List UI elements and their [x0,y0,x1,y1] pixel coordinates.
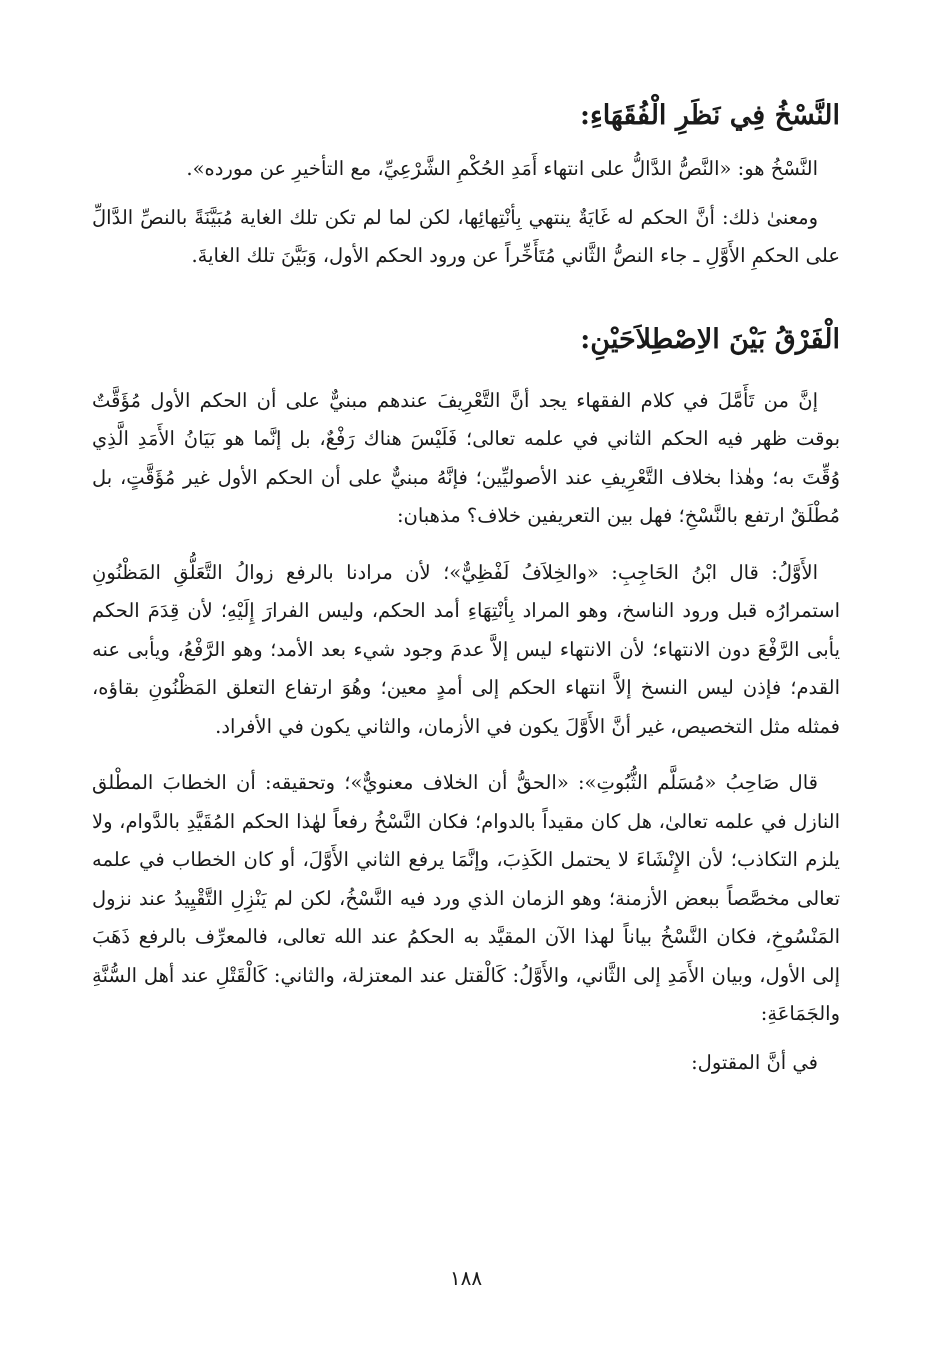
paragraph-second-view: قال صَاحِبُ «مُسَلَّم الثُّبُوتِ»: «الحقُّ أن الخلاف معنويٌّ»؛ وتحقيقه: أن الخطابَ المطْلق النازل في علمه تعالىٰ، هل كان مقيداً بالدوام؛ فكان النَّسْخُ رفعاً لهٰذا الحكم المُقَيَّدِ بالدَّوام، ولا يلزم التكاذب؛ لأن الإِنْشَاءَ لا يحتمل الكَذِبَ، وإنَّمَا يرفع الثاني الأَوَّلَ، أو كان الخطاب في علمه تعالى مخصَّصاً ببعض الأزمنة؛ وهو الزمان الذي ورد فيه النَّسْخُ، لكن لم يَنْزِلِ التَّقْيِيدُ عند نزول المَنْسُوخِ، فكان النَّسْخُ بياناً لهذا الآن المقيَّد به الحكمُ عند الله تعالى، فالمعرِّف بالرفع ذَهَبَ إلى الأول، وبيان الأَمَدِ إلى الثَّاني، والأَوَّلُ: كَالْقتل عند المعتزلة، والثاني: كَالْقَتْلِ عند أهل السُّنَّةِ والجَمَاعَةِ: [92,771,840,1025]
section-heading-difference-terms: الْفَرْقُ بَيْنَ الاِصْطِلاَحَيْنِ: [580,323,840,355]
paragraph-definition: النَّسْخُ هو: «النَّصُّ الدَّالُّ على انتهاء أَمَدِ الحُكْمِ الشَّرْعِيِّ، مع التأخيرِ عن مورده». [186,157,818,180]
paragraph-reflection: إنَّ من تَأَمَّلَ في كلام الفقهاء يجد أنَّ التَّعْرِيفَ عندهم مبنيٌّ على أن الحكم الأول مُؤَقَّتٌ بوقت ظهر فيه الحكم الثاني في علمه تعالى؛ فَلَيْسَ هناك رَفْعٌ، بل إنَّما هو بَيَانُ الأَمَدِ الَّذِي وُقِّتَ به؛ وهٰذا بخلاف التَّعْرِيفِ عند الأصوليِّين؛ فإنَّهُ مبنيٌّ على أن الحكم الأول غير مُؤَقَّتٍ، بل مُطْلَقٌ ارتفع بالنَّسْخِ؛ فهل بين التعريفين خلاف؟ مذهبان: [92,388,840,527]
paragraph-killed: في أنَّ المقتول: [691,1050,818,1074]
paragraph-meaning: ومعنىٰ ذلك: أنَّ الحكم له غَايَةٌ ينتهي بِأنْتِهائِها، لكن لما لم تكن تلك الغاية مُبَيَّنَةً بالنصِّ الدَّالِّ على الحكمِ الأَوَّلِ ـ جاء النصُّ الثَّاني مُتَأَخِّراً عن ورود الحكم الأول، وَبَيَّنَ تلك الغايةَ. [92,205,840,267]
section-heading-abrogation-jurists: النَّسْخُ فِي نَظَرِ الْفُقَهَاءِ: [580,100,840,131]
paragraph-first-view: الأَوَّلُ: قال ابْنُ الحَاجِبِ: «والخِلاَفُ لَفْظِيٌّ»؛ لأن مرادنا بالرفع زوالُ التَّعَلُّقِ المَظْنُونِ استمرارُه قبل ورود الناسخ، وهو المراد بِأنْتِهَاءِ أمد الحكم، وليس الفرارَ إِلَيْهِ؛ لأن قِدَمَ الحكم يأبى الرَّفْعَ دون الانتهاء؛ لأن الانتهاء ليس إلاَّ عدمَ وجود شيء بعد الأمد؛ وهو الرَّفْعُ، ويأبى عنه القدم؛ فإذن ليس النسخ إلاَّ انتهاء الحكم إلى أمدٍ معين؛ وهُوَ ارتفاع التعلق المَظْنُونِ بقاؤه، فمثله مثل التخصيص، غير أنَّ الأَوَّلَ يكون في الأزمان، والثاني يكون في الأفراد. [92,560,840,738]
page-number: ١٨٨ [449,1266,483,1290]
